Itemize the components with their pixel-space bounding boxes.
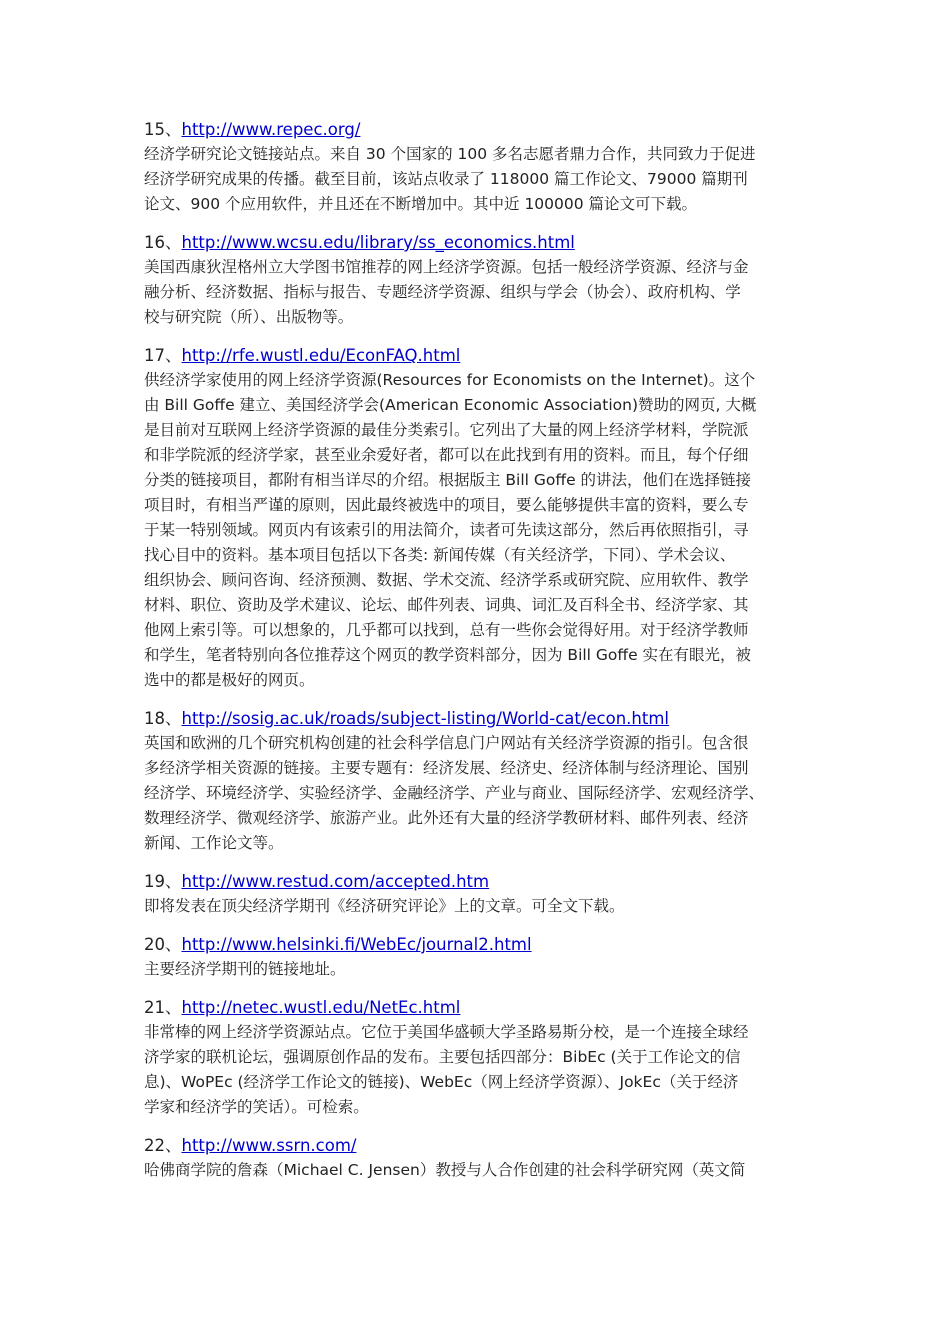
description-line: 息)、WoPEc (经济学工作论文的链接)、WebEc（网上经济学资源）、JokEc（关于经济 [144,1073,739,1091]
description-line: 和学生，笔者特别向各位推荐这个网页的教学资料部分，因为 Bill Goffe 实在有眼光，被 [144,646,752,664]
description-line: 经济学研究成果的传播。截至目前，该站点收录了 118000 篇工作论文、79000 篇期刊 [144,170,748,188]
resource-entry [144,707,814,856]
description-line: 主要经济学期刊的链接地址。 [144,960,346,978]
document-body [144,118,814,1197]
entry-link[interactable]: http://sosig.ac.uk/roads/subject-listing/World-cat/econ.html [181,709,670,728]
resource-entry [144,933,814,982]
entry-link[interactable]: http://rfe.wustl.edu/EconFAQ.html [181,346,461,365]
entry-number: 17、 [144,346,182,365]
entry-heading [144,1134,814,1157]
resource-entry [144,231,814,330]
description-line: 和非学院派的经济学家，甚至业余爱好者，都可以在此找到有用的资料。而且，每个仔细 [144,446,749,464]
entry-number: 15、 [144,120,182,139]
description-line: 经济学、环境经济学、实验经济学、金融经济学、产业与商业、国际经济学、宏观经济学、 [144,784,765,802]
entry-description [144,255,814,330]
entry-description [144,1020,814,1120]
entry-link[interactable]: http://www.ssrn.com/ [181,1136,357,1155]
entry-heading [144,996,814,1019]
resource-entry [144,996,814,1120]
entry-heading [144,118,814,141]
description-line: 找心目中的资料。基本项目包括以下各类: 新闻传媒（有关经济学，下同）、学术会议、 [144,546,736,564]
entry-link[interactable]: http://www.restud.com/accepted.htm [181,872,490,891]
entry-number: 20、 [144,935,182,954]
entry-description [144,1158,814,1183]
resource-entry [144,118,814,217]
entry-heading [144,933,814,956]
description-line: 项目时，有相当严谨的原则，因此最终被选中的项目，要么能够提供丰富的资料，要么专 [144,496,749,514]
entry-link[interactable]: http://www.helsinki.fi/WebEc/journal2.html [181,935,532,954]
entry-description [144,731,814,856]
entry-number: 21、 [144,998,182,1017]
description-line: 校与研究院（所）、出版物等。 [144,308,354,326]
description-line: 美国西康狄涅格州立大学图书馆推荐的网上经济学资源。包括一般经济学资源、经济与金 [144,258,749,276]
description-line: 即将发表在顶尖经济学期刊《经济研究评论》上的文章。可全文下载。 [144,897,625,915]
description-line: 学家和经济学的笑话）。可检索。 [144,1098,369,1116]
description-line: 英国和欧洲的几个研究机构创建的社会科学信息门户网站有关经济学资源的指引。包含很 [144,734,749,752]
entry-number: 18、 [144,709,182,728]
description-line: 新闻、工作论文等。 [144,834,284,852]
description-line: 是目前对互联网上经济学资源的最佳分类索引。它列出了大量的网上经济学材料，学院派 [144,421,749,439]
entry-heading [144,231,814,254]
entry-heading [144,870,814,893]
resource-entry [144,344,814,693]
entry-heading [144,707,814,730]
description-line: 哈佛商学院的詹森（Michael C. Jensen）教授与人合作创建的社会科学研究网（英文简 [144,1161,746,1179]
description-line: 他网上索引等。可以想象的，几乎都可以找到，总有一些你会觉得好用。对于经济学教师 [144,621,749,639]
description-line: 由 Bill Goffe 建立、美国经济学会(American Economic Association)赞助的网页, 大概 [144,396,757,414]
entry-description [144,957,814,982]
description-line: 分类的链接项目，都附有相当详尽的介绍。根据版主 Bill Goffe 的讲法，他们在选择链接 [144,471,752,489]
entry-number: 22、 [144,1136,182,1155]
description-line: 多经济学相关资源的链接。主要专题有：经济发展、经济史、经济体制与经济理论、国别 [144,759,749,777]
description-line: 于某一特别领域。网页内有该索引的用法简介，读者可先读这部分，然后再依照指引，寻 [144,521,749,539]
description-line: 济学家的联机论坛，强调原创作品的发布。主要包括四部分：BibEc (关于工作论文的信 [144,1048,741,1066]
description-line: 供经济学家使用的网上经济学资源(Resources for Economists on the Internet)。这个 [144,371,756,389]
entry-link[interactable]: http://www.repec.org/ [181,120,361,139]
entry-description [144,142,814,217]
description-line: 融分析、经济数据、指标与报告、专题经济学资源、组织与学会（协会）、政府机构、学 [144,283,741,301]
description-line: 非常棒的网上经济学资源站点。它位于美国华盛顿大学圣路易斯分校，是一个连接全球经 [144,1023,749,1041]
resource-entry [144,1134,814,1183]
entry-link[interactable]: http://netec.wustl.edu/NetEc.html [181,998,461,1017]
description-line: 论文、900 个应用软件，并且还在不断增加中。其中近 100000 篇论文可下载。 [144,195,698,213]
entry-description [144,368,814,693]
description-line: 选中的都是极好的网页。 [144,671,315,689]
entry-number: 19、 [144,872,182,891]
entry-description [144,894,814,919]
description-line: 材料、职位、资助及学术建议、论坛、邮件列表、词典、词汇及百科全书、经济学家、其 [144,596,749,614]
description-line: 组织协会、顾问咨询、经济预测、数据、学术交流、经济学系或研究院、应用软件、教学 [144,571,749,589]
description-line: 数理经济学、微观经济学、旅游产业。此外还有大量的经济学教研材料、邮件列表、经济 [144,809,749,827]
description-line: 经济学研究论文链接站点。来自 30 个国家的 100 多名志愿者鼎力合作，共同致力于促进 [144,145,756,163]
entry-heading [144,344,814,367]
resource-entry [144,870,814,919]
entry-number: 16、 [144,233,182,252]
entry-link[interactable]: http://www.wcsu.edu/library/ss_economics.html [181,233,575,252]
